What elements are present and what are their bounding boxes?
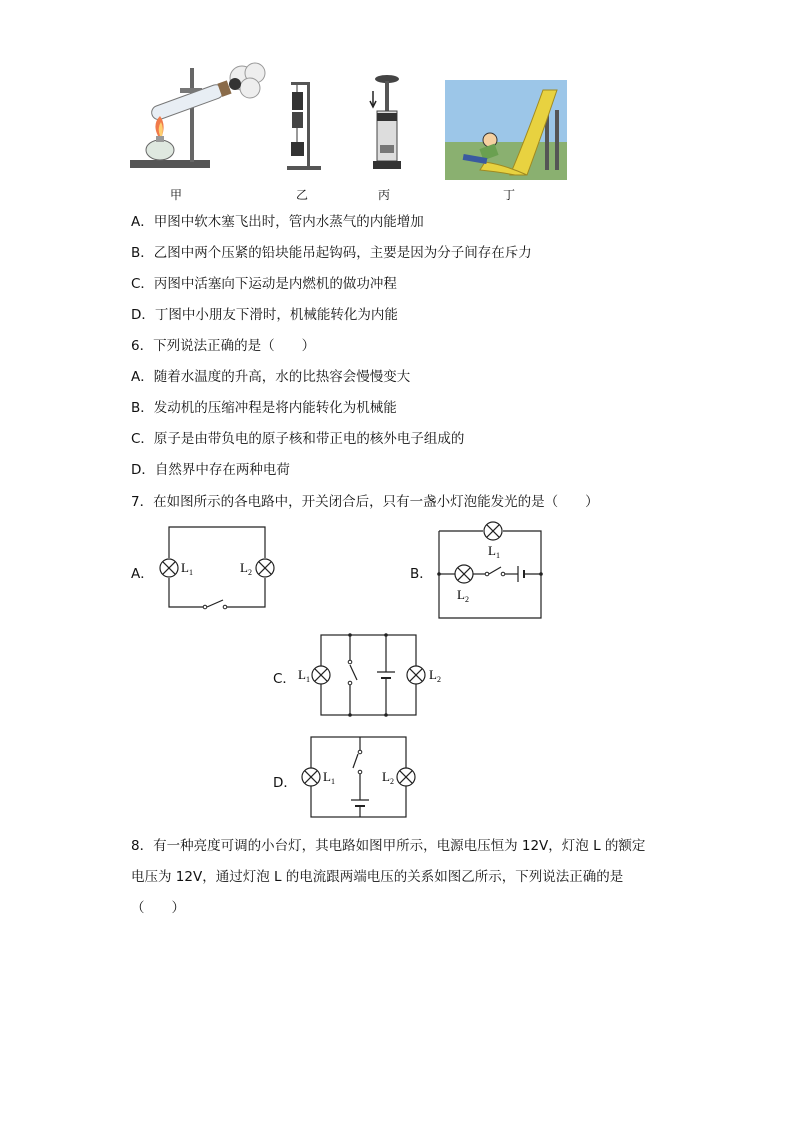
q7a-l2-label: L: [240, 560, 248, 575]
q7-circuit-d: [295, 730, 425, 825]
q7c-l2-sub: 2: [437, 675, 441, 684]
q7c-l1-label: L: [298, 667, 306, 682]
q7a-l1-sub: 1: [189, 568, 193, 577]
q7a-l1-label: L: [181, 560, 189, 575]
q7c-l2-label: L: [429, 667, 437, 682]
q7-stem: 7．在如图所示的各电路中，开关闭合后，只有一盏小灯泡能发光的是（ ）: [131, 494, 599, 510]
q7b-l2-sub: 2: [465, 595, 469, 604]
figure-caption-bing: 丙: [377, 188, 390, 202]
q8-line-3: （ ）: [131, 900, 185, 916]
q8-line-2: 电压为 12V，通过灯泡 L 的电流跟两端电压的关系如图乙所示，下列说法正确的是: [131, 869, 624, 885]
q7-label-c: C．: [273, 671, 296, 687]
q7-circuit-c: [295, 628, 455, 723]
q7-label-b: B．: [410, 566, 433, 582]
q7b-l2-label: L: [457, 587, 465, 602]
q6-option-d: D．自然界中存在两种电荷: [131, 462, 290, 478]
q5-option-c: C．丙图中活塞向下运动是内燃机的做功冲程: [131, 276, 397, 292]
q5-option-d: D．丁图中小朋友下滑时，机械能转化为内能: [131, 307, 398, 323]
q5-option-a: A．甲图中软木塞飞出时，管内水蒸气的内能增加: [131, 214, 424, 230]
figure-bing-piston: [365, 73, 405, 173]
figure-ding-slide: [445, 80, 567, 180]
q7a-l2-sub: 2: [248, 568, 252, 577]
q7-label-d: D．: [273, 775, 297, 791]
q5-option-b: B．乙图中两个压紧的铅块能吊起钩码，主要是因为分子间存在斥力: [131, 245, 532, 261]
q6-option-a: A．随着水温度的升高，水的比热容会慢慢变大: [131, 369, 411, 385]
figure-row: [125, 58, 575, 208]
figure-caption-jia: 甲: [169, 188, 182, 202]
figure-yi-lead-blocks: [285, 78, 325, 173]
q7c-l1-sub: 1: [306, 675, 310, 684]
figure-caption-ding: 丁: [502, 188, 515, 202]
q7-label-a: A．: [131, 566, 154, 582]
q6-option-b: B．发动机的压缩冲程是将内能转化为机械能: [131, 400, 397, 416]
q7d-l1-sub: 1: [331, 777, 335, 786]
q7b-l1-label: L: [488, 543, 496, 558]
q7-circuit-a: [155, 520, 280, 615]
q7d-l2-sub: 2: [390, 777, 394, 786]
q7d-l2-label: L: [382, 769, 390, 784]
q8-line-1: 8．有一种亮度可调的小台灯，其电路如图甲所示，电源电压恒为 12V，灯泡 L 的额定: [131, 838, 646, 854]
q7d-l1-label: L: [323, 769, 331, 784]
figure-caption-yi: 乙: [295, 188, 308, 202]
q6-option-c: C．原子是由带负电的原子核和带正电的核外电子组成的: [131, 431, 465, 447]
q6-stem: 6．下列说法正确的是（ ）: [131, 338, 316, 354]
figure-jia-test-tube: [130, 58, 270, 173]
q7b-l1-sub: 1: [496, 551, 500, 560]
q7-circuit-b: [425, 518, 550, 623]
